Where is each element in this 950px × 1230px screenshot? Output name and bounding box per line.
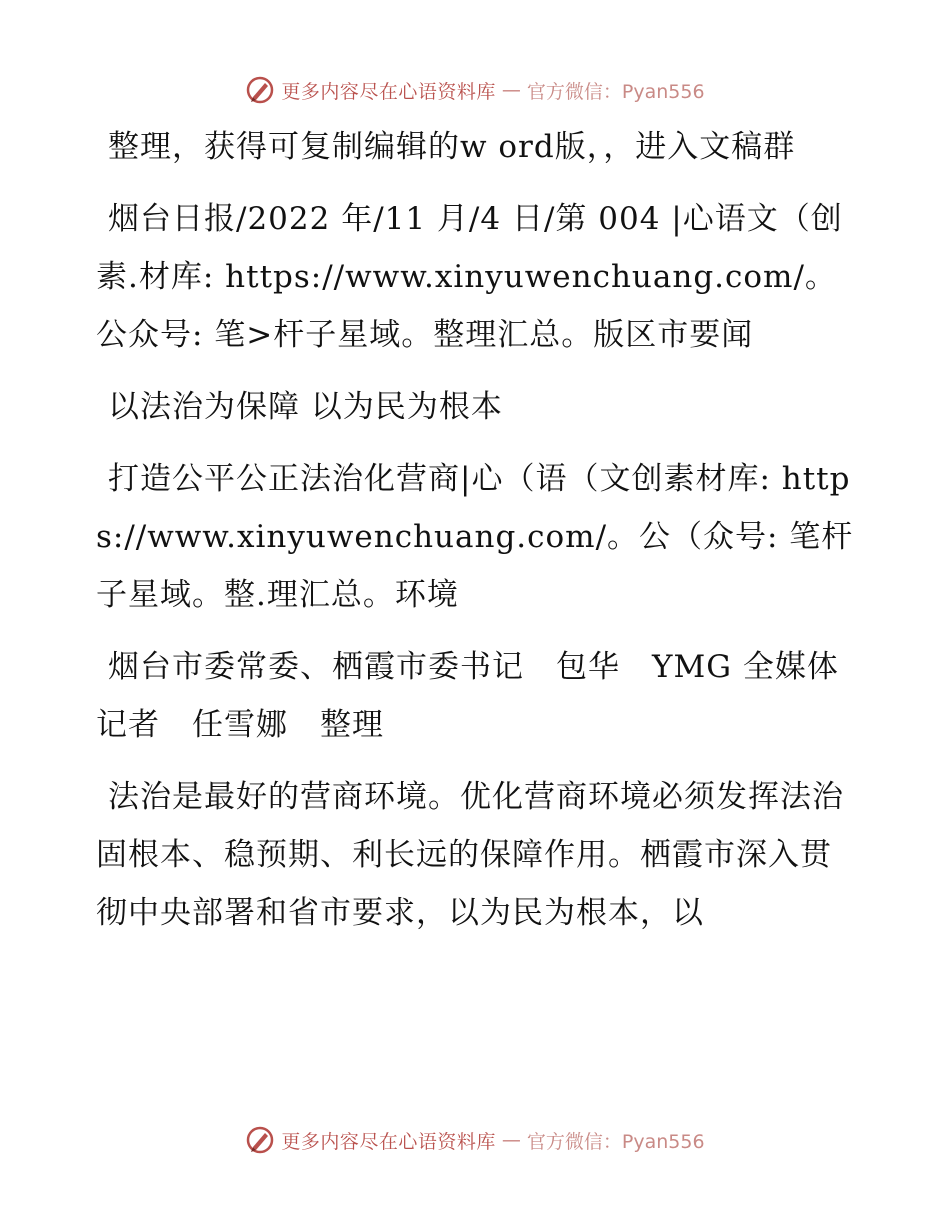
header-brand-text: 更多内容尽在心语资料库	[281, 80, 496, 103]
paragraph-source: 烟台日报/2022 年/11 月/4 日/第 004 |心语文（创素.材库: https://www.xinyuwenchuang.com/。公众号: 笔>杆子星域。整理汇总。版区市要闻	[96, 201, 843, 353]
paragraph-byline: 烟台市委常委、栖霞市委书记 包华 YMG 全媒体记者 任雪娜 整理	[96, 649, 839, 743]
footer-brand	[245, 1125, 704, 1155]
footer-separator: —	[501, 1129, 521, 1151]
header-separator: —	[501, 79, 521, 101]
footer-wechat: 官方微信：Pyan556	[526, 1130, 705, 1153]
paragraph-headline: 以法治为保障 以为民为根本	[108, 389, 503, 425]
paragraph-subheadline: 打造公平公正法治化营商|心（语（文创素材库: https://www.xinyuwenchuang.com/。公（众号: 笔杆子星域。整.理汇总。环境	[96, 461, 854, 613]
document-body	[96, 118, 856, 956]
page-footer	[0, 1120, 950, 1160]
page-header	[0, 70, 950, 110]
pen-logo-icon	[245, 1125, 275, 1155]
pen-logo-icon	[245, 75, 275, 105]
paragraph-body: 法治是最好的营商环境。优化营商环境必须发挥法治固根本、稳预期、利长远的保障作用。栖霞市深入贯彻中央部署和省市要求，以为民为根本，以	[96, 779, 844, 931]
paragraph-intro: 整理，获得可复制编辑的w ord版，，进入文稿群	[108, 129, 796, 165]
header-brand	[245, 75, 704, 105]
footer-brand-text: 更多内容尽在心语资料库	[281, 1130, 496, 1153]
header-wechat: 官方微信：Pyan556	[526, 80, 705, 103]
